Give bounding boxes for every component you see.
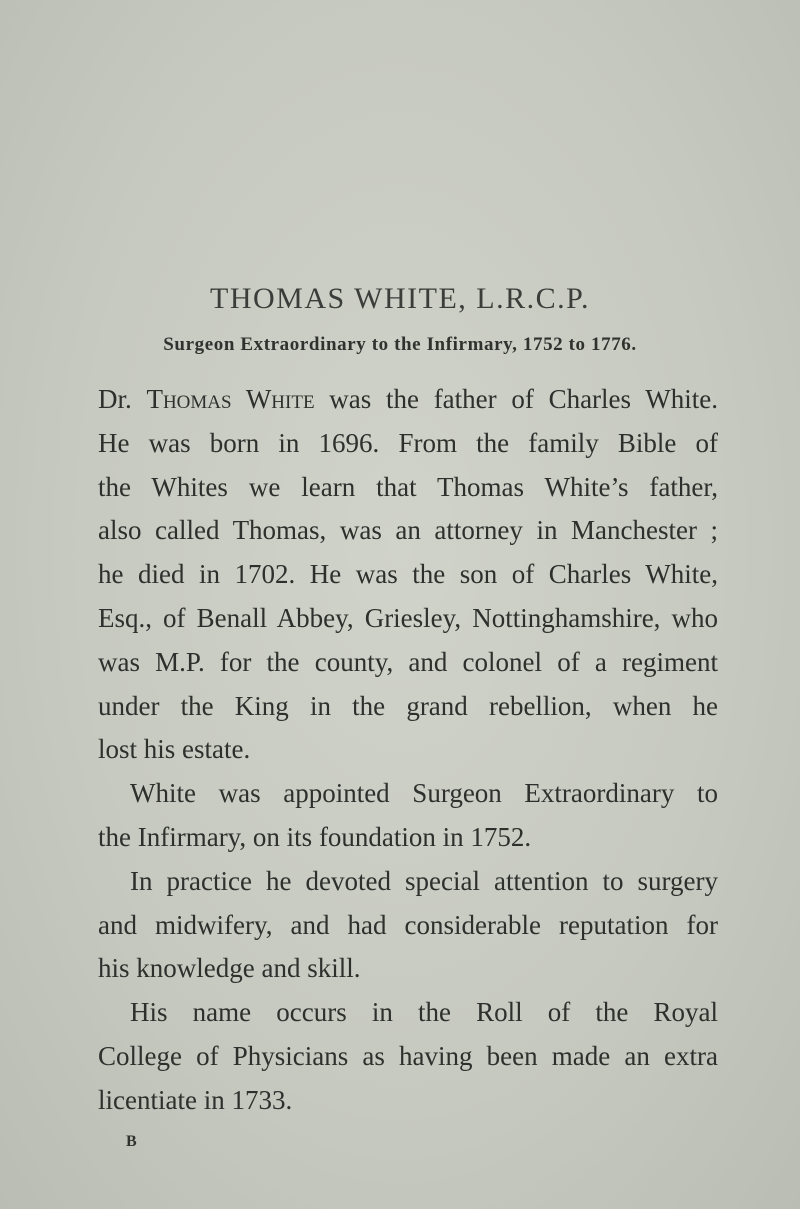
paragraph-line: In practice he devoted special attention to surgery <box>130 865 718 896</box>
paragraph-line: licentiate in 1733. <box>98 1084 293 1115</box>
paragraph-line: White was appointed Surgeon Extraordinary to <box>130 778 718 809</box>
subject-name: Thomas White <box>146 384 315 414</box>
paragraph-line: Esq., of Benall Abbey, Griesley, Nottinghamshire, who <box>98 603 718 633</box>
paragraph-line: under the King in the grand rebellion, when he <box>98 690 718 721</box>
paragraph-line: also called Thomas, was an attorney in Manchester ; <box>98 515 718 546</box>
paragraph-line <box>98 383 718 415</box>
line-prefix: Dr. <box>98 384 147 414</box>
show-through-text-decoration: ​ <box>670 189 673 221</box>
line-rest: was the father of Charles White. <box>314 384 718 414</box>
paragraph-line: and midwifery, and had considerable reputation for <box>98 909 718 940</box>
paragraph-line: the Whites we learn that Thomas White’s father, <box>98 471 718 502</box>
paragraph-line: His name occurs in the Roll of the Royal <box>130 997 718 1028</box>
paragraph-line: his knowledge and skill. <box>98 953 361 984</box>
paragraph-line: was M.P. for the county, and colonel of a regiment <box>98 646 718 677</box>
page-title: THOMAS WHITE, L.R.C.P. <box>210 282 590 315</box>
paragraph-line: He was born in 1696. From the family Bible of <box>98 427 718 458</box>
paragraph-line: the Infirmary, on its foundation in 1752. <box>98 822 532 852</box>
paragraph-line: he died in 1702. He was the son of Charles White, <box>98 559 718 590</box>
paragraph-line: lost his estate. <box>98 734 251 765</box>
signature-mark: B <box>126 1132 137 1150</box>
paragraph-line: College of Physicians as having been made an extra <box>98 1041 718 1071</box>
page-subtitle: Surgeon Extraordinary to the Infirmary, 1752 to 1776. <box>163 334 637 355</box>
